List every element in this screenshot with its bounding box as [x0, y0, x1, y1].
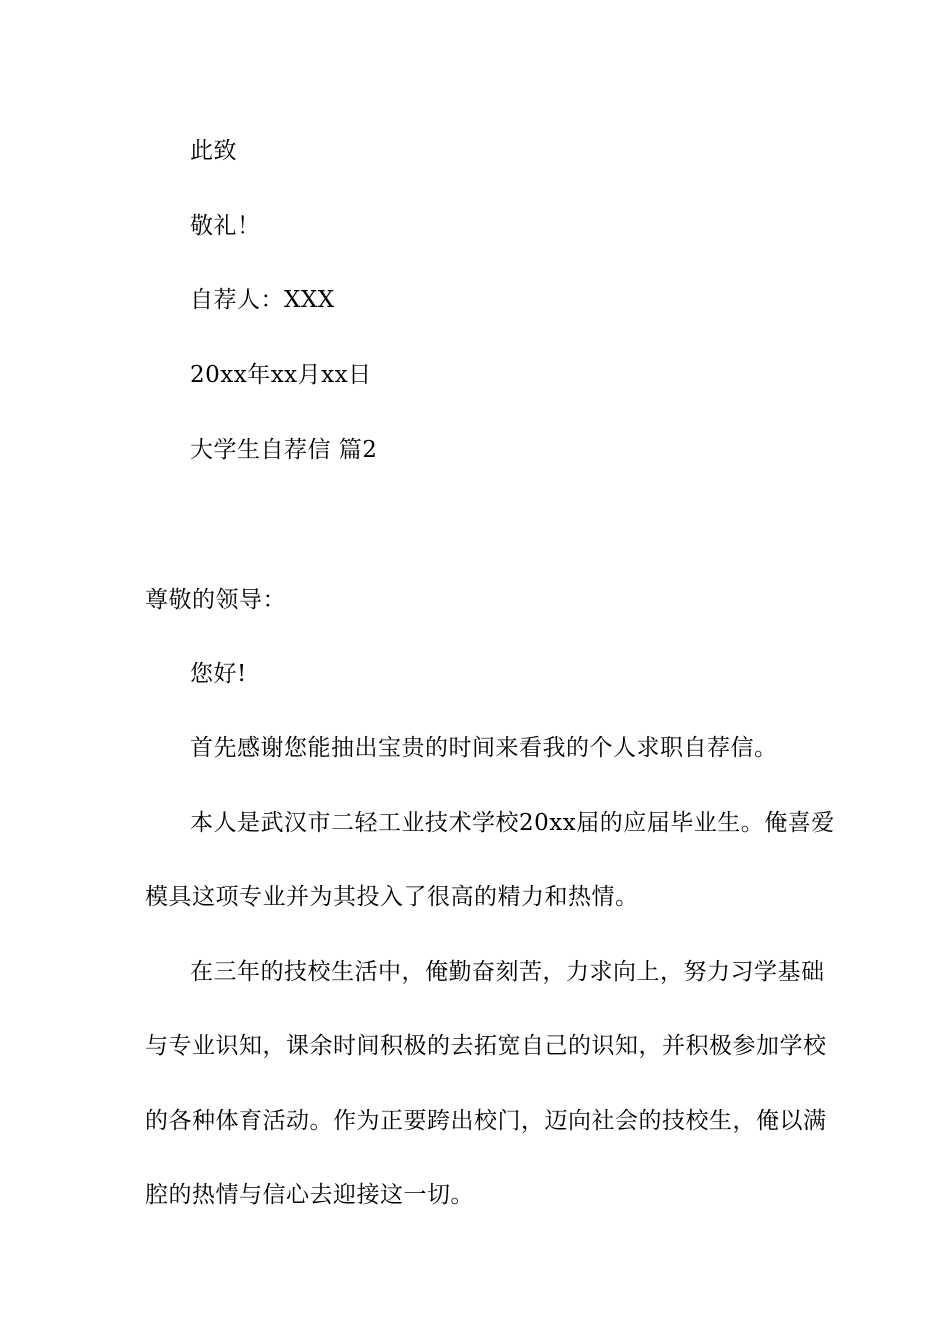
paragraph-3-line: 腔的热情与信心去迎接这一切。	[145, 1182, 474, 1208]
paragraph-2-line: 模具这项专业并为其投入了很高的精力和热情。	[145, 884, 639, 910]
letter-hello: 您好!	[190, 661, 247, 687]
section-title: 大学生自荐信 篇2	[190, 437, 378, 463]
paragraph-3-line: 的各种体育活动。作为正要跨出校门，迈向社会的技校生，俺以满	[145, 1108, 827, 1134]
paragraph-3-line: 在三年的技校生活中，俺勤奋刻苦，力求向上，努力习学基础	[190, 959, 825, 985]
paragraph-1: 首先感谢您能抽出宝贵的时间来看我的个人求职自荐信。	[190, 735, 778, 761]
date-line: 20xx年xx月xx日	[190, 362, 372, 388]
paragraph-3-line: 与专业识知，课余时间积极的去拓宽自己的识知，并积极参加学校	[145, 1033, 827, 1059]
letter-greeting: 尊敬的领导：	[145, 587, 286, 613]
paragraph-2-line: 本人是武汉市二轻工业技术学校20xx届的应届毕业生。俺喜爱	[190, 810, 835, 836]
closing-salutation-1: 此致	[190, 138, 237, 164]
signer-line: 自荐人：XXX	[190, 287, 335, 313]
closing-salutation-2: 敬礼！	[190, 213, 261, 239]
